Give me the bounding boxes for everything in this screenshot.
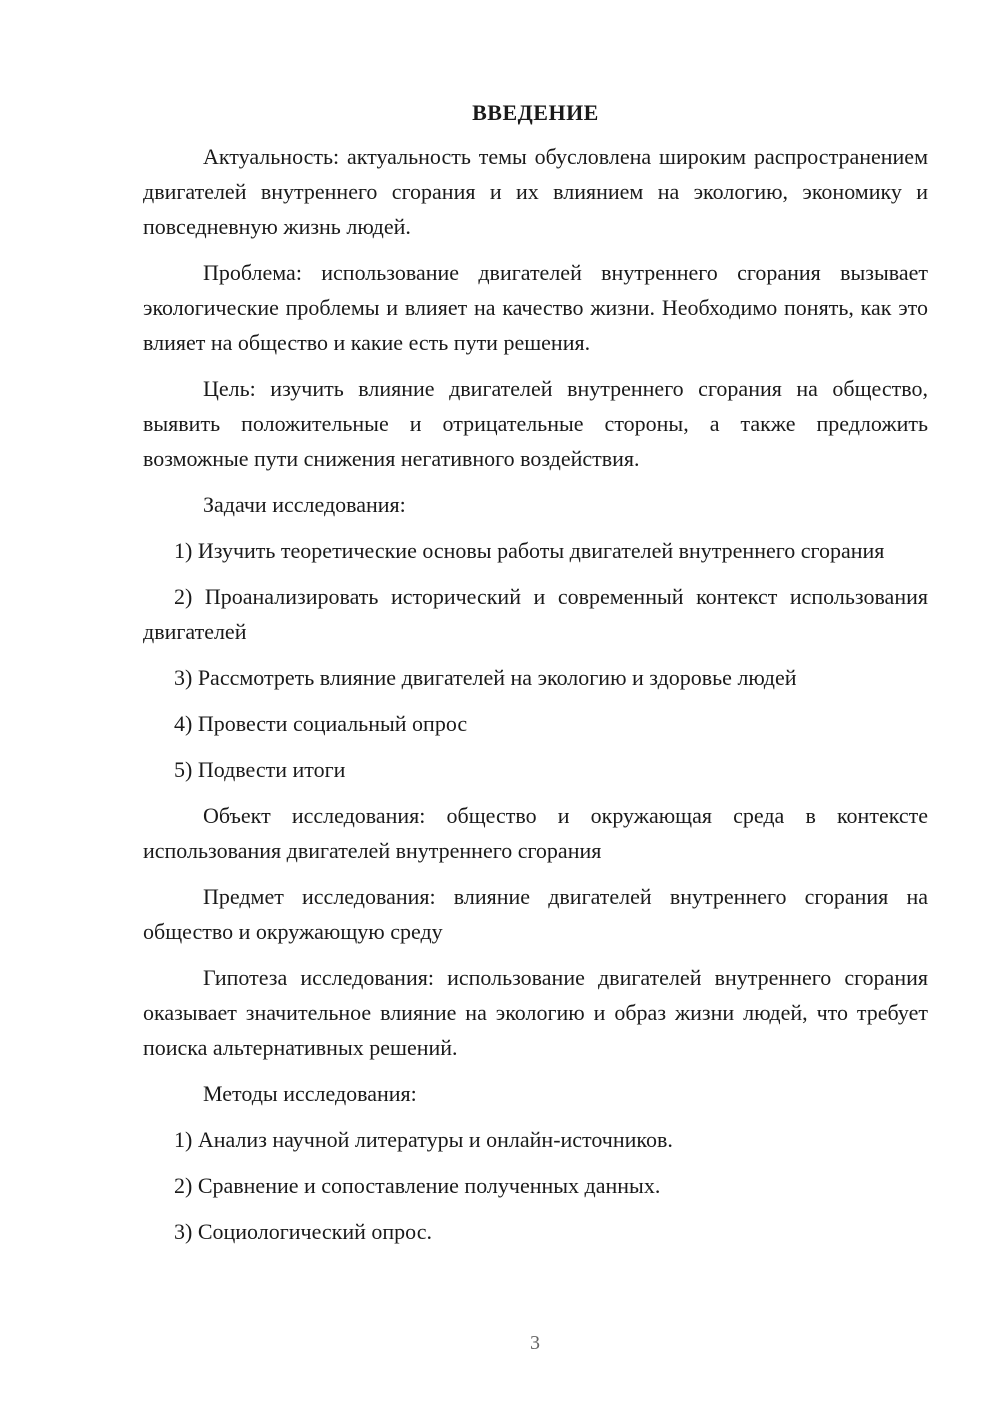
document-page	[143, 95, 928, 1260]
task-item: 3) Рассмотреть влияние двигателей на экологию и здоровье людей	[174, 665, 797, 690]
problem-paragraph: Проблема: использование двигателей внутреннего сгорания вызывает экологические проблемы и влияет на качество жизни. Необходимо понять, как это влияет на общество и какие есть пути решения.	[143, 260, 928, 355]
task-item: 1) Изучить теоретические основы работы двигателей внутреннего сгорания	[174, 538, 885, 563]
tasks-heading: Задачи исследования:	[203, 492, 406, 517]
task-item: 2) Проанализировать исторический и современный контекст использования двигателей	[143, 584, 928, 644]
task-item: 5) Подвести итоги	[174, 757, 346, 782]
methods-heading: Методы исследования:	[203, 1081, 417, 1106]
task-item: 4) Провести социальный опрос	[174, 711, 468, 736]
object-paragraph: Объект исследования: общество и окружающая среда в контексте использования двигателей внутреннего сгорания	[143, 803, 928, 863]
method-item: 1) Анализ научной литературы и онлайн-источников.	[174, 1127, 673, 1152]
page-number: 3	[530, 1332, 540, 1354]
relevance-paragraph: Актуальность: актуальность темы обусловлена широким распространением двигателей внутреннего сгорания и их влиянием на экологию, экономику и повседневную жизнь людей.	[143, 144, 928, 239]
goal-paragraph: Цель: изучить влияние двигателей внутреннего сгорания на общество, выявить положительные и отрицательные стороны, а также предложить возможные пути снижения негативного воздействия.	[143, 376, 928, 471]
subject-paragraph: Предмет исследования: влияние двигателей внутреннего сгорания на общество и окружающую среду	[143, 884, 928, 944]
section-title: ВВЕДЕНИЕ	[472, 100, 599, 125]
method-item: 3) Социологический опрос.	[174, 1219, 432, 1244]
hypothesis-paragraph: Гипотеза исследования: использование двигателей внутреннего сгорания оказывает значительное влияние на экологию и образ жизни людей, что требует поиска альтернативных решений.	[143, 965, 928, 1060]
method-item: 2) Сравнение и сопоставление полученных данных.	[174, 1173, 661, 1198]
